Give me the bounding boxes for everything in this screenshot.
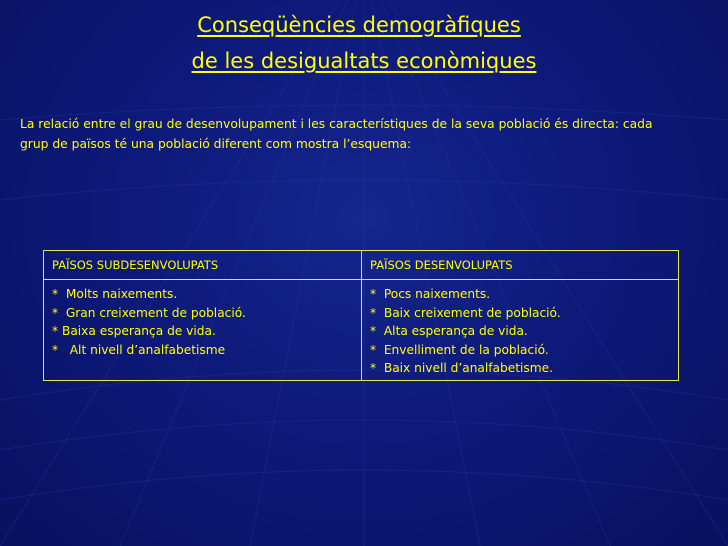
list-underdeveloped (52, 285, 246, 359)
table-column-divider (361, 251, 362, 380)
list-item: * Alta esperança de vida. (370, 324, 528, 338)
header-developed: PAÏSOS DESENVOLUPATS (370, 258, 513, 272)
comparison-table (43, 250, 679, 381)
list-item: * Baix nivell d’analfabetisme. (370, 361, 554, 375)
list-item: * Baixa esperança de vida. (52, 324, 216, 338)
list-item: * Baix creixement de població. (370, 305, 561, 320)
list-item: * Envelliment de la població. (370, 342, 549, 357)
list-item: * Alt nivell d’analfabetisme (52, 342, 226, 357)
intro-paragraph (20, 114, 720, 154)
slide-title-line-1: Conseqüències demogràfiques (197, 13, 521, 37)
list-item: * Molts naixements. (52, 287, 178, 301)
header-underdeveloped: PAÏSOS SUBDESENVOLUPATS (52, 258, 219, 272)
list-developed (370, 285, 561, 378)
intro-line-1: La relació entre el grau de desenvolupament i les característiques de la seva població és directa: cada (20, 117, 653, 131)
list-item: * Pocs naixements. (370, 287, 491, 301)
list-item: * Gran creixement de població. (52, 305, 246, 320)
intro-line-2: grup de països té una població diferent com mostra l’esquema: (20, 137, 412, 151)
slide-title-line-2: de les desigualtats econòmiques (191, 49, 537, 73)
